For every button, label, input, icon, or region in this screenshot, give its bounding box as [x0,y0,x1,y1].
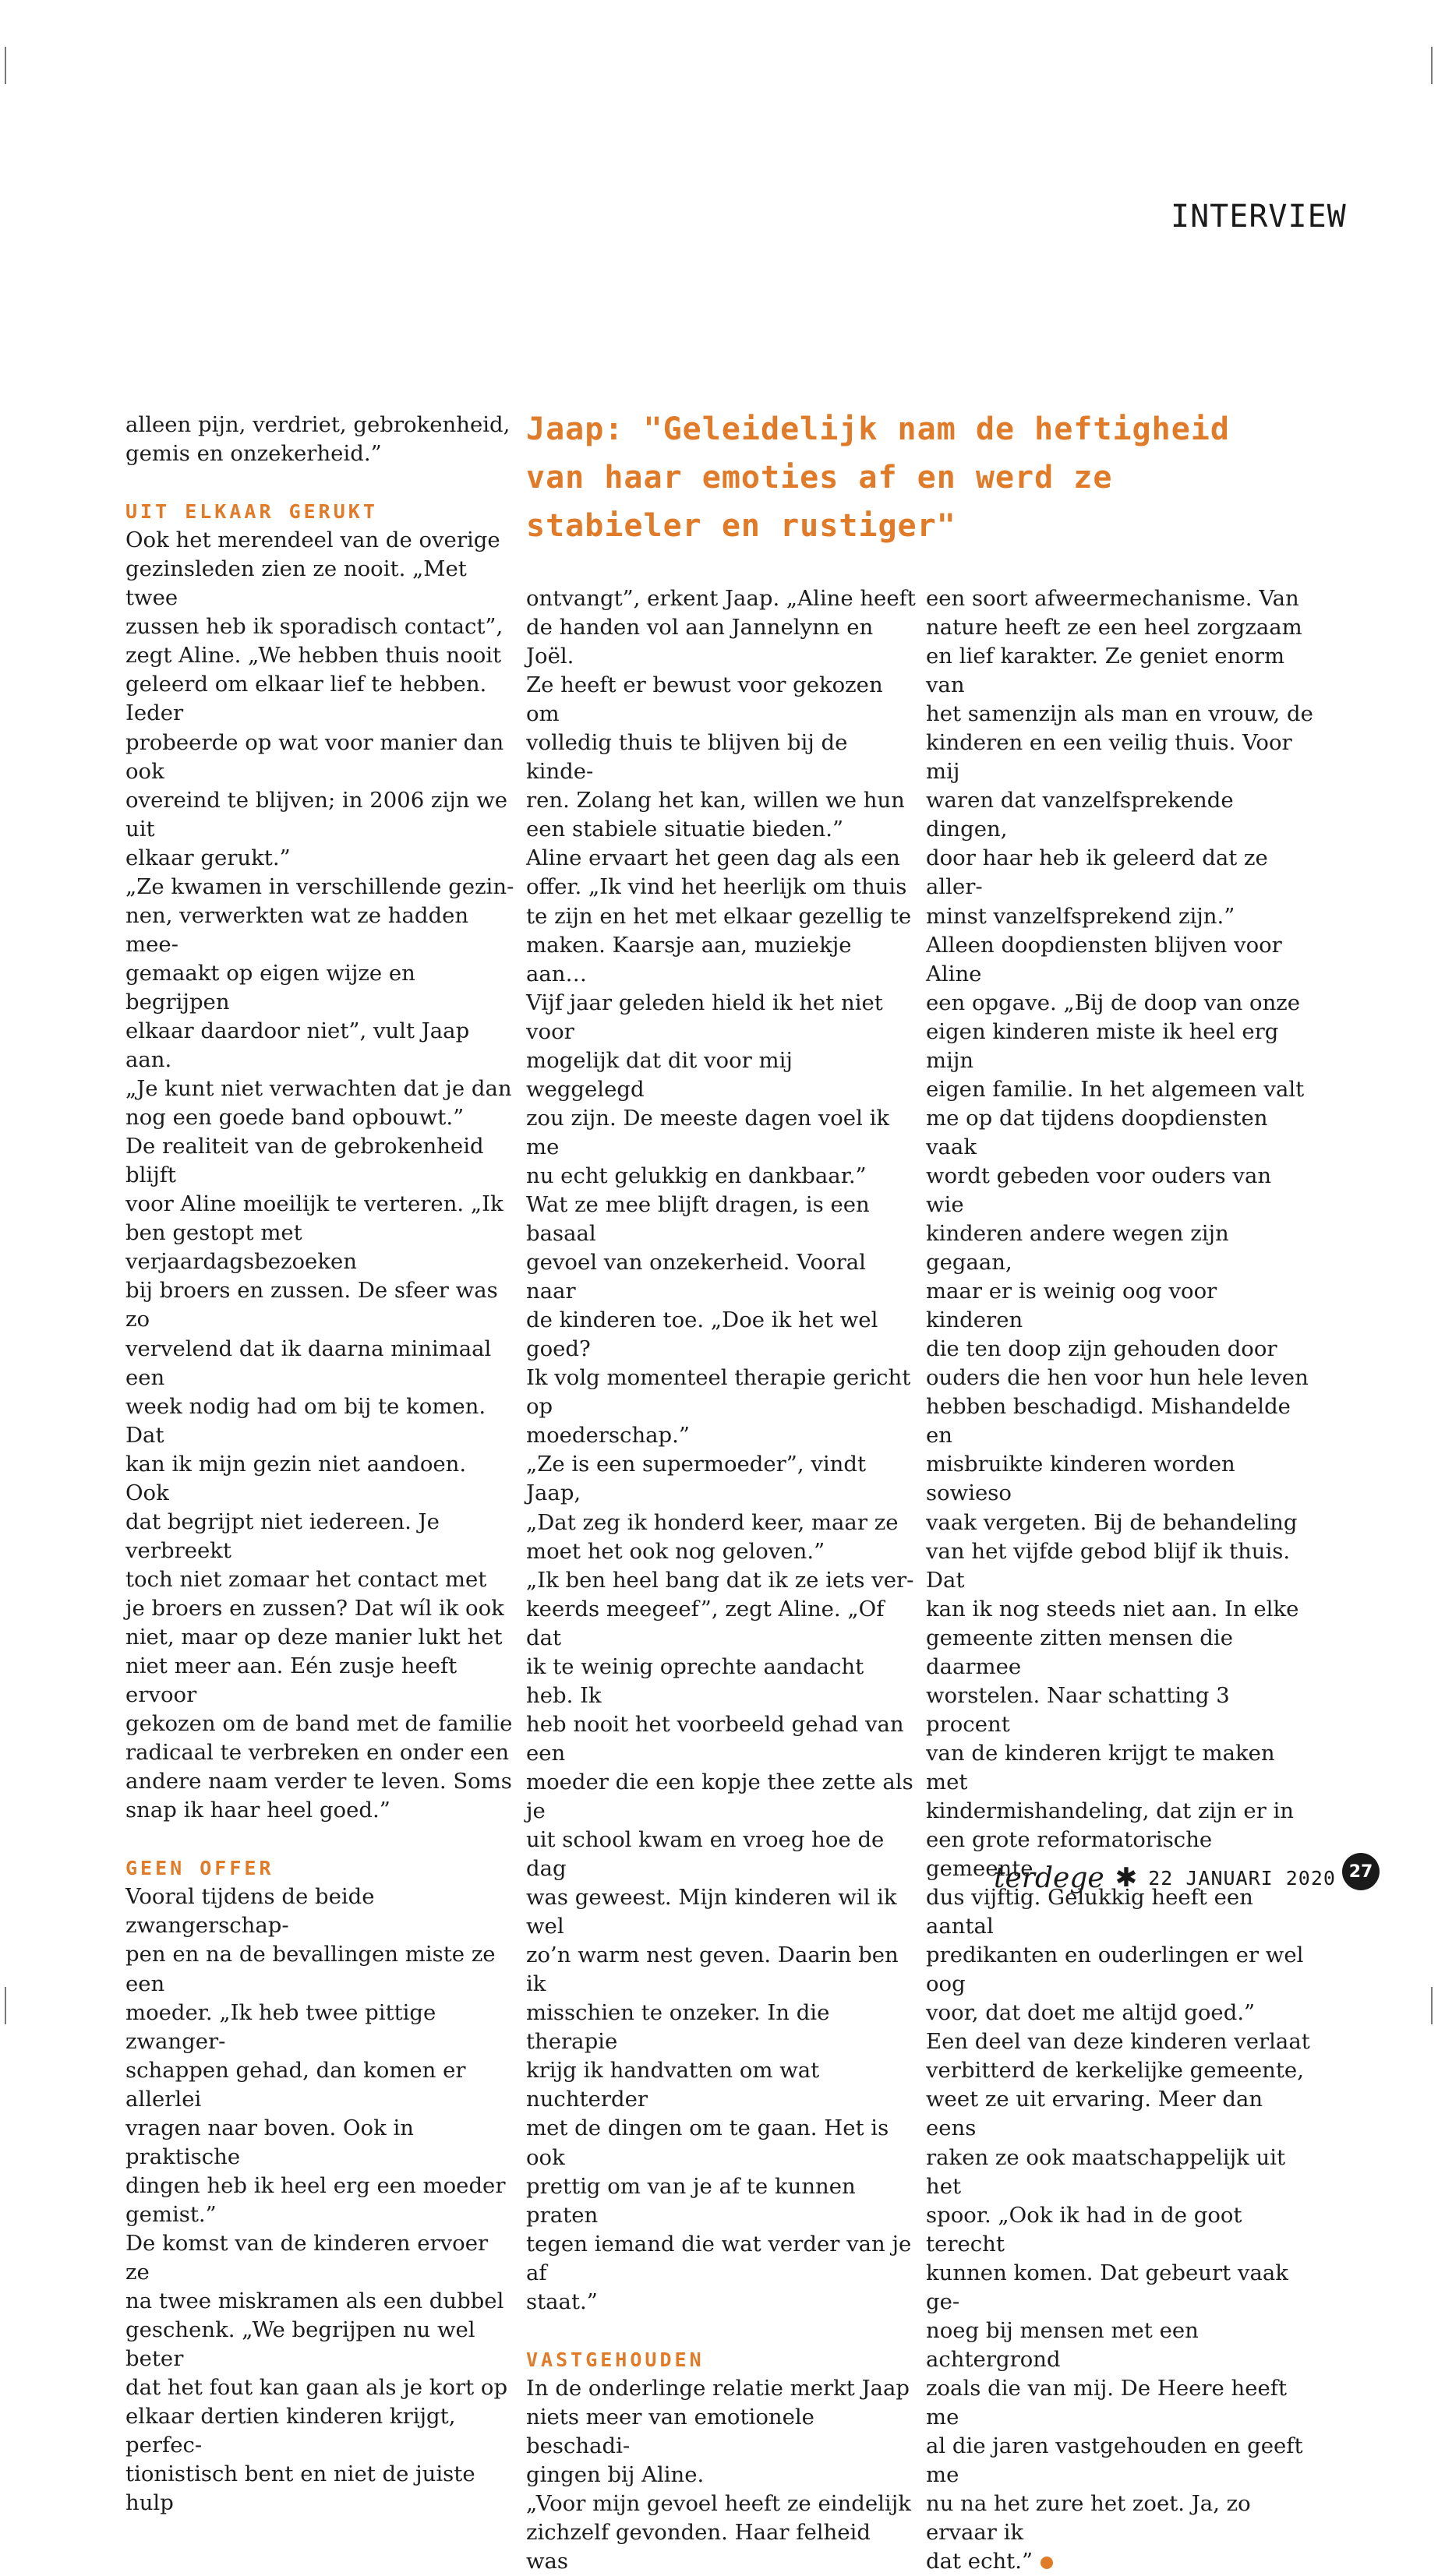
subheading-geen-offer: GEEN OFFER [125,1857,274,1880]
paragraph-final-text: Een deel van deze kinderen verlaat verbitterd de kerkelijke gemeente, weet ze uit ervaring. Meer dan eens raken ze ook maatschappelijk uit het spoor. „Ook ik had in de goot terecht kunnen komen. Dat gebeurt vaak ge- noeg bij mensen met een achtergrond zoals die van mij. De Heere heeft me al die jaren vastgehouden en geeft me nu na het zure het zoet. Ja, zo ervaar ik dat echt.” [926,2029,1310,2574]
paragraph: alleen pijn, verdriet, gebrokenheid, gemis en onzekerheid.” [125,412,511,467]
end-mark-dot-icon [1041,2557,1053,2569]
subheading-vastgehouden: VASTGEHOUDEN [526,2348,705,2371]
paragraph: Wat ze mee blijft dragen, is een basaal gevoel van onzekerheid. Vooral naar de kinderen toe. „Doe ik het wel goed? Ik volg momenteel therapie gericht op moederschap.” [526,1191,911,1449]
paragraph: Alleen doopdiensten blijven voor Aline een opgave. „Bij de doop van onze eigen kinderen miste ik heel erg mijn eigen familie. In het algemeen valt me op dat tijdens doopdiensten vaak wordt gebeden voor ouders van wie kinderen andere wegen zijn gegaan, maar er is weinig oog voor kinderen die ten doop zijn gehouden door ouders die hen voor hun hele leven hebben beschadigd. Mishandelde en misbruikte kinderen worden sowieso vaak vergeten. Bij de behandeling van het vijfde gebod blijf ik thuis. Dat kan ik nog steeds niet aan. In elke gemeente zitten mensen die daarmee worstelen. Naar schatting 3 procent van de kinderen krijgt te maken met kindermishandeling, dat zijn er in een grote reformatorische gemeente dus vijftig. Gelukkig heeft een aantal predikanten en ouderlingen er wel oog voor, dat doet me altijd goed.” [926,932,1309,2026]
pull-quote: Jaap: "Geleidelijk nam de heftigheid van haar emoties af en werd ze stabieler en rustiger" [526,411,1230,544]
page-number-badge: 27 [1342,1853,1380,1890]
subheading-uit-elkaar-gerukt: UIT ELKAAR GERUKT [125,500,378,524]
crop-mark-top-right [1431,47,1433,84]
paragraph: „Voor mijn gevoel heeft ze eindelijk zichzelf gevonden. Haar felheid was [526,2491,911,2574]
paragraph: „Ze kwamen in verschillende gezin- nen, verwerkten wat ze hadden mee- gemaakt op eigen wijze en begrijpen elkaar daardoor niet”, vult Jaap aan. „Je kunt niet verwachten dat je dan nog een goede band opbouwt.” [125,873,514,1131]
paragraph: Vooral tijdens de beide zwangerschap- pen en na de bevallingen miste ze een moeder. „Ik heb twee pittige zwanger- schappen gehad, dan komen er allerlei vragen naar boven. Ook in praktische dingen heb ik heel erg een moeder gemist.” [125,1884,506,2227]
paragraph-gap [125,468,515,497]
paragraph: „Ik ben heel bang dat ik ze iets ver- keerds meegeef”, zegt Aline. „Of dat ik te weinig oprechte aandacht heb. Ik heb nooit het voorbeeld gehad van een moeder die een kopje thee zette als je uit school kwam en vroeg hoe de dag was geweest. Mijn kinderen wil ik wel zo’n warm nest geven. Daarin ben ik misschien te onzeker. In die therapie krijg ik handvatten om wat nuchterder met de dingen om te gaan. Het is ook prettig om van je af te kunnen praten tegen iemand die wat verder van je af staat.” [526,1567,914,2314]
crop-mark-bottom-left [5,1987,6,2024]
paragraph: Aline ervaart het geen dag als een offer. „Ik vind het heerlijk om thuis te zijn en het met elkaar gezellig te maken. Kaarsje aan, muziekje aan… Vijf jaar geleden hield ik het niet voor mogelijk dat dit voor mij weggelegd zou zijn. De meeste dagen voel ik me nu echt gelukkig en dankbaar.” [526,845,912,1188]
crop-mark-bottom-right [1431,1987,1433,2024]
paragraph-final [926,2027,1316,2576]
paragraph-gap [526,2317,916,2345]
page-footer [994,1854,1336,1901]
article-column-1 [125,411,515,2518]
paragraph: In de onderlinge relatie merkt Jaap niets meer van emotionele beschadi- gingen bij Aline. [526,2375,910,2488]
paragraph: een soort afweermechanisme. Van nature heeft ze een heel zorgzaam en lief karakter. Ze geniet enorm van het samenzijn als man en vrouw, de kinderen en een veilig thuis. Voor mij waren dat vanzelfsprekende dingen, door haar heb ik geleerd dat ze aller- minst vanzelfsprekend zijn.” [926,586,1313,929]
paragraph: Ook het merendeel van de overige gezinsleden zien ze nooit. „Met twee zussen heb ik sporadisch contact”, zegt Aline. „We hebben thuis nooit geleerd om elkaar lief te hebben. Ieder probeerde op wat voor manier dan ook overeind te blijven; in 2006 zijn we uit elkaar gerukt.” [125,528,508,870]
paragraph: ontvangt”, erkent Jaap. „Aline heeft de handen vol aan Jannelynn en Joël. Ze heeft er bewust voor gekozen om volledig thuis te blijven bij de kinde- ren. Zolang het kan, willen we hun een stabiele situatie bieden.” [526,586,916,842]
paragraph-gap [125,1825,515,1854]
asterisk-icon: ✱ [1115,1862,1138,1893]
paragraph: „Ze is een supermoeder”, vindt Jaap, „Dat zeg ik honderd keer, maar ze moet het ook nog geloven.” [526,1452,899,1564]
article-column-3 [926,584,1316,2576]
paragraph: De realiteit van de gebrokenheid blijft voor Aline moeilijk te verteren. „Ik ben gestopt met verjaardagsbezoeken bij broers en zussen. De sfeer was zo vervelend dat ik daarna minimaal een week nodig had om bij te komen. Dat kan ik mijn gezin niet aandoen. Ook dat begrijpt niet iedereen. Je verbreekt toch niet zomaar het contact met je broers en zussen? Dat wíl ik ook niet, maar op deze manier lukt het niet meer aan. Eén zusje heeft ervoor gekozen om de band met de familie radicaal te verbreken en onder een andere naam verder te leven. Soms snap ik haar heel goed.” [125,1134,513,1823]
magazine-brand: terdege [994,1861,1104,1894]
issue-date: 22 JANUARI 2020 [1148,1866,1336,1890]
crop-mark-top-left [5,47,6,84]
section-label: INTERVIEW [1171,199,1347,235]
paragraph: De komst van de kinderen ervoer ze na twee miskramen als een dubbel geschenk. „We begrijpen nu wel beter dat het fout kan gaan als je kort op elkaar dertien kinderen krijgt, perfec- tionistisch bent en niet de juiste hulp [125,2230,508,2516]
article-column-2 [526,584,916,2576]
